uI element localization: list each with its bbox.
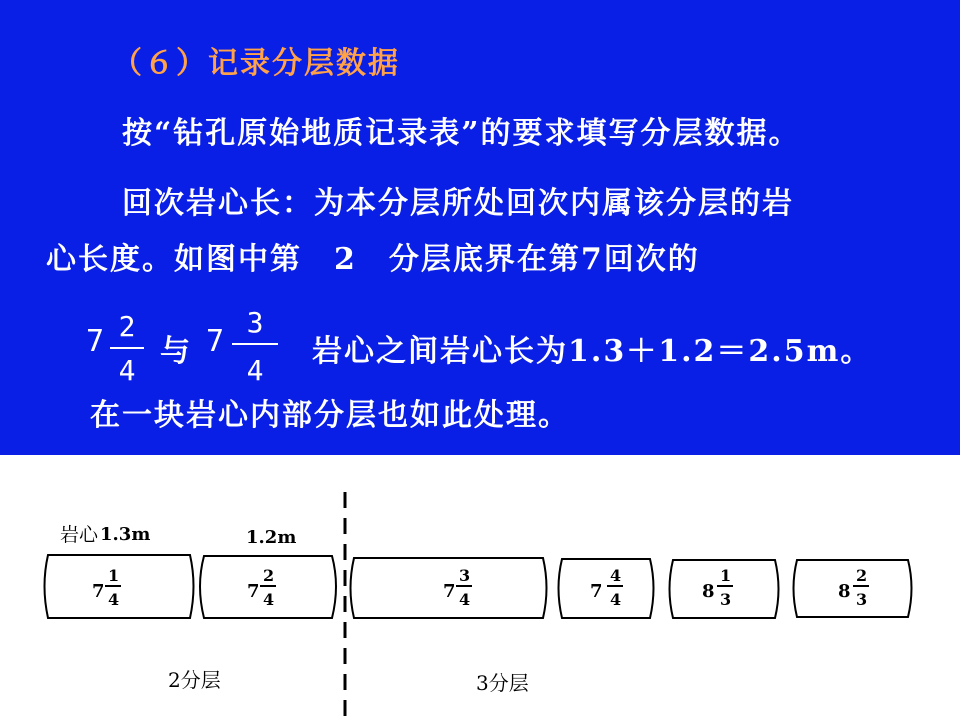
layer-3-label: 3分层 bbox=[476, 671, 529, 695]
fraction-a-denominator: 4 bbox=[118, 354, 136, 387]
formula-whole-a: 7 bbox=[86, 324, 107, 359]
piece-4-denominator: 4 bbox=[610, 590, 622, 609]
fraction-b-bar bbox=[232, 343, 278, 345]
piece-3-numerator: 3 bbox=[459, 566, 471, 585]
piece-6-whole: 8 bbox=[838, 581, 851, 602]
fraction-a-numerator: 2 bbox=[118, 310, 136, 343]
piece-2-denominator: 4 bbox=[263, 590, 275, 609]
piece-5-numerator: 1 bbox=[720, 566, 732, 585]
formula-row bbox=[86, 306, 946, 386]
piece-5-whole: 8 bbox=[702, 581, 715, 602]
piece-1-numerator: 1 bbox=[108, 566, 120, 585]
paragraph-within-core: 在一块岩心内部分层也如此处理。 bbox=[90, 398, 570, 433]
fraction-a-bar bbox=[110, 347, 144, 349]
core-length-2: 1.2m bbox=[246, 527, 297, 548]
piece-6-denominator: 3 bbox=[856, 590, 868, 609]
piece-1-whole: 7 bbox=[92, 581, 105, 602]
piece-5-denominator: 3 bbox=[720, 590, 732, 609]
paragraph-fill-requirement: 按“钻孔原始地质记录表”的要求填写分层数据。 bbox=[122, 116, 801, 151]
piece-6-numerator: 2 bbox=[856, 566, 868, 585]
piece-1-denominator: 4 bbox=[108, 590, 120, 609]
formula-whole-b: 7 bbox=[206, 324, 227, 359]
core-label: 岩心 bbox=[60, 524, 99, 546]
formula-connector: 与 bbox=[160, 334, 192, 369]
fraction-b-denominator: 4 bbox=[246, 354, 264, 387]
piece-2-whole: 7 bbox=[247, 581, 260, 602]
formula-statement: 岩心之间岩心长为1.3＋1.2＝2.5m。 bbox=[312, 334, 873, 369]
paragraph-core-length-line-1: 回次岩心长：为本分层所处回次内属该分层的岩 bbox=[122, 186, 794, 221]
piece-3-denominator: 4 bbox=[459, 590, 471, 609]
core-layer-diagram bbox=[0, 455, 960, 720]
paragraph-core-length-line-2: 心长度。如图中第 2 分层底界在第7回次的 bbox=[46, 242, 700, 277]
core-length-1: 1.3m bbox=[100, 524, 151, 545]
piece-4-whole: 7 bbox=[590, 581, 603, 602]
piece-2-numerator: 2 bbox=[263, 566, 275, 585]
core-piece bbox=[559, 559, 654, 618]
piece-4-numerator: 4 bbox=[610, 566, 622, 585]
section-heading: （６）记录分层数据 bbox=[112, 46, 400, 81]
piece-3-whole: 7 bbox=[443, 581, 456, 602]
core-piece bbox=[794, 560, 912, 617]
fraction-b-numerator: 3 bbox=[246, 306, 264, 339]
layer-2-label: 2分层 bbox=[168, 668, 221, 692]
piece-labels bbox=[92, 566, 869, 609]
